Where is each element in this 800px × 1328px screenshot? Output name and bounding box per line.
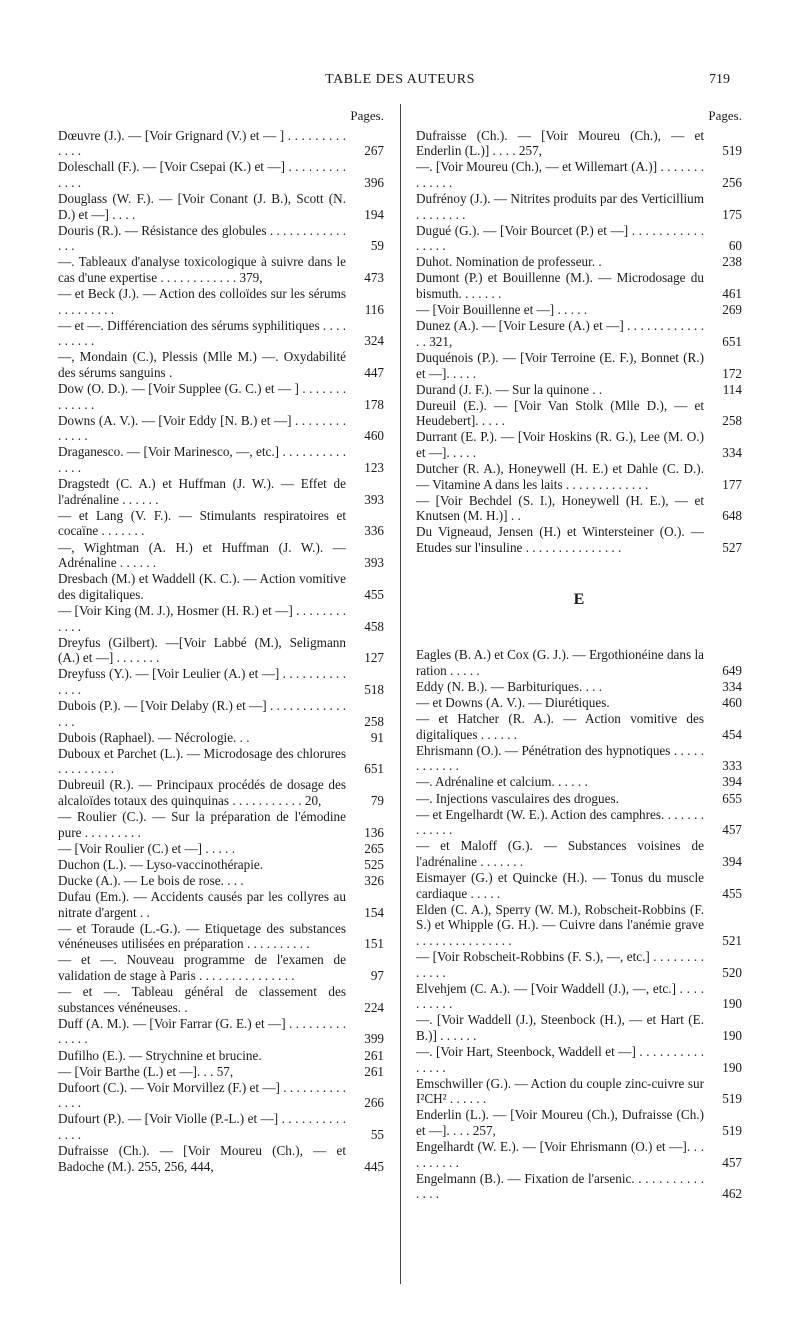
entry-text: —. [Voir Moureu (Ch.), — et Willemart (A.)] . . . . . . . . . . . . . [416,159,704,190]
index-entry [58,1111,384,1142]
index-entry [58,1080,384,1111]
entry-pages: 393 [364,555,384,571]
entry-pages: 224 [364,999,384,1015]
entry-text: Duquénois (P.). — [Voir Terroine (E. F.), Bonnet (R.) et —]. . . . . [416,349,704,381]
entry-pages: 455 [722,885,742,901]
entry-text: Douris (R.). — Résistance des globules . . . . . . . . . . . . . . . [58,222,346,254]
index-entry [58,444,384,475]
entry-text: Enderlin (L.). — [Voir Moureu (Ch.), Dufraisse (Ch.) et —]. . . . 257, [416,1107,704,1139]
entries-e [416,647,742,1202]
index-entry [416,350,742,381]
index-entry [416,382,742,398]
entry-pages: 123 [364,460,384,476]
entry-pages: 520 [722,964,742,980]
index-entry [416,318,742,349]
index-entry [58,191,384,222]
index-entry [416,524,742,555]
entry-pages: 527 [722,540,742,556]
entry-text: Dubois (Raphael). — Nécrologie. . . [58,729,250,745]
entry-text: Dufraisse (Ch.). — [Voir Moureu (Ch.), — et Badoche (M.). 255, 256, 444, [58,1143,346,1174]
entry-pages: 458 [364,618,384,634]
index-entry [416,1107,742,1138]
entry-text: — et —. Tableau général de classement des substances vénéneuses. . [58,984,346,1015]
entry-text: —. [Voir Hart, Steenbock, Waddell et —] . . . . . . . . . . . . . . . [416,1044,704,1075]
entry-text: —. [Voir Waddell (J.), Steenbock (H.), — et Hart (E. B.)] . . . . . . [416,1012,704,1043]
entry-pages: 258 [722,413,742,429]
entry-text: — [Voir Bouillenne et —] . . . . . [416,302,588,318]
entry-text: Dubois (P.). — [Voir Delaby (R.) et —] . . . . . . . . . . . . . . . [58,697,346,729]
entry-text: — et Downs (A. V.). — Diurétiques. [416,695,610,710]
entry-text: Dufraisse (Ch.). — [Voir Moureu (Ch.), — et Enderlin (L.)] . . . . 257, [416,127,704,159]
entry-text: — et Engelhardt (W. E.). Action des camphres. . . . . . . . . . . . . [416,806,704,838]
entry-text: Eismayer (G.) et Quincke (H.). — Tonus du muscle cardiaque . . . . . [416,870,704,901]
entry-text: Dreyfuss (Y.). — [Voir Leulier (A.) et —] . . . . . . . . . . . . . . [58,666,346,697]
index-entry [416,191,742,222]
index-entry [416,647,742,678]
entries-d [416,128,742,556]
entry-text: Dumont (P.) et Bouillenne (M.). — Microdosage du bismuth. . . . . . . [416,270,704,302]
index-entry [416,870,742,901]
index-entry [58,128,384,159]
index-entry [416,774,742,790]
entry-pages: 447 [364,365,384,380]
index-entry [416,398,742,429]
entry-pages: 525 [364,856,384,872]
index-entry [58,777,384,808]
entry-pages: 267 [364,143,384,159]
index-entry [416,1139,742,1170]
index-entry [58,730,384,746]
entry-pages: 136 [364,824,384,840]
entry-pages: 194 [364,206,384,222]
entry-text: —. Injections vasculaires des drogues. [416,790,619,806]
index-entry [416,223,742,254]
index-entry [58,349,384,380]
index-entry [58,318,384,349]
index-entry [58,603,384,634]
index-entry [58,666,384,697]
entry-text: Emschwiller (G.). — Action du couple zinc-cuivre sur I²CH² . . . . . . [416,1075,704,1107]
entry-pages: 399 [364,1031,384,1047]
index-entry [416,1171,742,1202]
index-entry [416,270,742,301]
index-entry [58,746,384,777]
entry-pages: 326 [364,873,384,888]
entry-text: Douglass (W. F.). — [Voir Conant (J. B.), Scott (N. D.) et —] . . . . [58,190,346,222]
entry-text: Durand (J. F.). — Sur la quinone . . [416,381,603,397]
pages-label: Pages. [350,108,384,123]
entry-text: Downs (A. V.). — [Voir Eddy [N. B.) et —] . . . . . . . . . . . . . [58,412,346,444]
entry-pages: 261 [364,1047,384,1063]
entry-pages: 445 [364,1158,384,1174]
index-entry [58,286,384,317]
entry-text: — et Beck (J.). — Action des colloïdes sur les sérums . . . . . . . . . [58,286,346,317]
entry-pages: 261 [364,1063,384,1079]
entry-pages: 238 [722,254,742,270]
entry-pages: 190 [722,1027,742,1043]
entry-text: Duff (A. M.). — [Voir Farrar (G. E.) et —] . . . . . . . . . . . . . . [58,1015,346,1047]
entry-text: Doleschall (F.). — [Voir Csepai (K.) et —] . . . . . . . . . . . . . [58,159,346,190]
index-entry [58,223,384,254]
entry-pages: 655 [722,790,742,806]
entry-text: — et —. Nouveau programme de l'examen de validation de stage à Paris . . . . . . . . . . . . . . . [58,952,346,984]
column-divider [400,104,401,1284]
entry-text: Dufourt (P.). — [Voir Violle (P.-L.) et —] . . . . . . . . . . . . . . [58,1111,346,1142]
entry-pages: 177 [722,476,742,492]
index-entry [416,1012,742,1043]
entry-text: —, Mondain (C.), Plessis (Mlle M.) —. Oxydabilité des sérums sanguins . [58,349,346,380]
entry-pages: 265 [364,840,384,856]
entry-text: Dunez (A.). — [Voir Lesure (A.) et —] . . . . . . . . . . . . . . 321, [416,318,704,349]
index-entry [58,809,384,840]
entry-text: Dow (O. D.). — [Voir Supplee (G. C.) et — ] . . . . . . . . . . . . . [58,381,346,412]
index-entry [58,952,384,983]
entry-text: — [Voir Bechdel (S. I.), Honeywell (H. E.), — et Knutsen (M. H.)] . . [416,492,704,524]
entry-pages: 454 [722,726,742,742]
entry-pages: 651 [722,333,742,349]
entry-pages: 114 [722,381,742,397]
entry-text: — Roulier (C.). — Sur la préparation de l'émodine pure . . . . . . . . . [58,809,346,840]
entry-pages: 457 [722,1154,742,1170]
entry-pages: 649 [722,662,742,678]
entry-pages: 455 [364,586,384,602]
entry-text: Duhot. Nomination de professeur. . [416,254,602,270]
entry-text: Dufau (Em.). — Accidents causés par les collyres au nitrate d'argent . . [58,889,346,920]
entry-pages: 333 [722,758,742,774]
index-entry [416,743,742,774]
index-entry [58,381,384,412]
index-entry [416,949,742,980]
entry-text: Dufilho (E.). — Strychnine et brucine. [58,1047,262,1063]
index-entry [416,159,742,190]
entry-text: Draganesco. — [Voir Marinesco, —, etc.] . . . . . . . . . . . . . . [58,444,346,476]
index-entry [416,1044,742,1075]
entry-pages: 394 [722,853,742,869]
entry-text: Dufoort (C.). — Voir Morvillez (F.) et —] . . . . . . . . . . . . . . [58,1079,346,1111]
index-entry [416,461,742,492]
index-entry [416,838,742,869]
entry-pages: 324 [364,333,384,349]
entry-pages: 258 [364,713,384,729]
index-entry [58,1064,384,1080]
entry-pages: 178 [364,396,384,412]
right-column [416,108,742,1203]
index-entry [58,889,384,920]
entry-pages: 393 [364,491,384,507]
entry-text: Dragstedt (C. A.) et Huffman (J. W.). — Effet de l'adrénaline . . . . . . [58,476,346,507]
index-entry [416,429,742,460]
entry-text: Dufrénoy (J.). — Nitrites produits par des Verticillium . . . . . . . . [416,190,704,222]
entry-text: Dresbach (M.) et Waddell (K. C.). — Action vomitive des digitaliques. [58,571,346,602]
entry-text: Engelhardt (W. E.). — [Voir Ehrismann (O.) et —]. . . . . . . . . . [416,1139,704,1170]
entry-pages: 190 [722,1059,742,1075]
entry-text: Dreyfus (Gilbert). —[Voir Labbé (M.), Seligmann (A.) et —] . . . . . . . [58,634,346,666]
page-header [0,72,800,98]
index-entry [416,128,742,159]
index-entry [58,921,384,952]
index-entry [416,1076,742,1107]
index-entry [58,476,384,507]
entry-text: — et Maloff (G.). — Substances voisines de l'adrénaline . . . . . . . [416,838,704,869]
index-entry [58,873,384,889]
entry-pages: 334 [722,678,742,694]
entry-text: — [Voir Robscheit-Robbins (F. S.), —, etc.] . . . . . . . . . . . . . [416,949,704,980]
entry-text: — [Voir King (M. J.), Hosmer (H. R.) et —] . . . . . . . . . . . . [58,602,346,634]
index-entry [58,508,384,539]
entry-pages: 269 [722,302,742,318]
entry-text: Elden (C. A.), Sperry (W. M.), Robscheit-Robbins (F. S.) et Whipple (G. H.). — Cuivre dans l'anémie grave . . . . . . . . . . . . . . . [416,901,704,948]
index-entry [58,1016,384,1047]
entry-text: Ehrismann (O.). — Pénétration des hypnotiques . . . . . . . . . . . . [416,742,704,774]
entry-pages: 457 [722,822,742,838]
entry-pages: 151 [364,936,384,952]
entry-pages: 79 [370,793,384,809]
index-entry [58,159,384,190]
entry-text: Dubreuil (R.). — Principaux procédés de dosage des alcaloïdes totaux des quinquinas . . . . . . . . . . . 20, [58,777,346,809]
index-entry [58,841,384,857]
entry-pages: 55 [370,1127,384,1142]
entry-pages: 334 [722,444,742,460]
index-entry [58,857,384,873]
entry-pages: 648 [722,508,742,524]
entry-pages: 336 [364,523,384,539]
index-entry [58,1143,384,1174]
entry-pages: 190 [722,996,742,1012]
entry-pages: 127 [364,650,384,666]
entry-text: Dugué (G.). — [Voir Bourcet (P.) et —] . . . . . . . . . . . . . . . . [416,222,704,254]
entry-text: Du Vigneaud, Jensen (H.) et Wintersteiner (O.). — Etudes sur l'insuline . . . . . . . . . . . . . . . [416,524,704,556]
index-entry [58,1048,384,1064]
entry-pages: 256 [722,174,742,190]
index-entry [416,711,742,742]
entry-text: Duboux et Parchet (L.). — Microdosage des chlorures . . . . . . . . . [58,745,346,777]
index-entry [416,679,742,695]
entry-text: — et Hatcher (R. A.). — Action vomitive des digitaliques . . . . . . [416,711,704,742]
entry-text: —, Wightman (A. H.) et Huffman (J. W.). — Adrénaline . . . . . . [58,539,346,571]
entry-pages: 97 [370,968,384,984]
index-entry [416,981,742,1012]
entry-text: Dutcher (R. A.), Honeywell (H. E.) et Dahle (C. D.). — Vitamine A dans les laits . . . . . . . . . . . . . [416,461,704,492]
index-entry [58,571,384,602]
index-entry [416,807,742,838]
entry-pages: 519 [722,1091,742,1107]
page-number: 719 [709,72,730,87]
index-entry [416,254,742,270]
entry-pages: 175 [722,206,742,222]
index-entry [58,254,384,285]
entry-pages: 473 [364,269,384,285]
entry-pages: 519 [722,143,742,159]
entry-pages: 394 [722,774,742,790]
index-entry [58,984,384,1015]
entry-pages: 60 [728,238,742,254]
entry-text: —. Adrénaline et calcium. . . . . . [416,774,588,790]
entry-pages: 172 [722,365,742,381]
index-entry [58,698,384,729]
entry-text: Elvehjem (C. A.). — [Voir Waddell (J.), —, etc.] . . . . . . . . . . [416,980,704,1012]
entry-text: — et Toraude (L.-G.). — Etiquetage des substances vénéneuses utilisées en préparation . . . . . . . . . . [58,920,346,952]
index-entry [58,635,384,666]
entry-pages: 59 [370,238,384,254]
entry-text: — et —. Différenciation des sérums syphilitiques . . . . . . . . . . [58,317,346,349]
entry-text: Dœuvre (J.). — [Voir Grignard (V.) et — ] . . . . . . . . . . . . . [58,127,346,159]
index-entry [416,791,742,807]
index-entry [416,302,742,318]
entry-pages: 461 [722,286,742,302]
entry-pages: 91 [370,729,384,745]
entry-pages: 154 [364,904,384,920]
entry-text: — [Voir Roulier (C.) et —] . . . . . [58,840,236,856]
entry-pages: 521 [722,932,742,948]
left-column [58,108,384,1175]
pages-label: Pages. [708,108,742,123]
entry-text: Eagles (B. A.) et Cox (G. J.). — Ergothionéine dans la ration . . . . . [416,647,704,678]
running-title: TABLE DES AUTEURS [325,72,475,87]
entry-text: Engelmann (B.). — Fixation de l'arsenic. . . . . . . . . . . . . . . [416,1170,704,1202]
entry-pages: 460 [364,428,384,444]
entry-text: Duchon (L.). — Lyso-vaccinothérapie. [58,856,264,872]
index-entry [416,493,742,524]
entry-pages: 396 [364,174,384,190]
index-entry [58,540,384,571]
entry-text: Durrant (E. P.). — [Voir Hoskins (R. G.), Lee (M. O.) et —]. . . . . [416,429,704,460]
index-entry [416,902,742,949]
section-letter: E [573,590,585,608]
entry-pages: 651 [364,761,384,777]
entry-text: Ducke (A.). — Le bois de rose. . . . [58,873,244,888]
entry-text: — [Voir Barthe (L.) et —]. . . 57, [58,1063,234,1079]
index-entry [58,413,384,444]
entry-pages: 519 [722,1123,742,1139]
entry-pages: 518 [364,681,384,697]
entry-text: — et Lang (V. F.). — Stimulants respiratoires et cocaïne . . . . . . . [58,507,346,539]
entry-text: —. Tableaux d'analyse toxicologique à suivre dans le cas d'une expertise . . . . . . . . . . . . 379, [58,254,346,285]
entry-pages: 460 [722,695,742,710]
entry-text: Eddy (N. B.). — Barbituriques. . . . [416,678,603,694]
entry-pages: 462 [722,1186,742,1202]
entry-text: Dureuil (E.). — [Voir Van Stolk (Mlle D.), — et Heudebert]. . . . . [416,397,704,429]
index-entry [416,695,742,711]
entry-pages: 266 [364,1095,384,1111]
entry-pages: 116 [364,301,384,317]
